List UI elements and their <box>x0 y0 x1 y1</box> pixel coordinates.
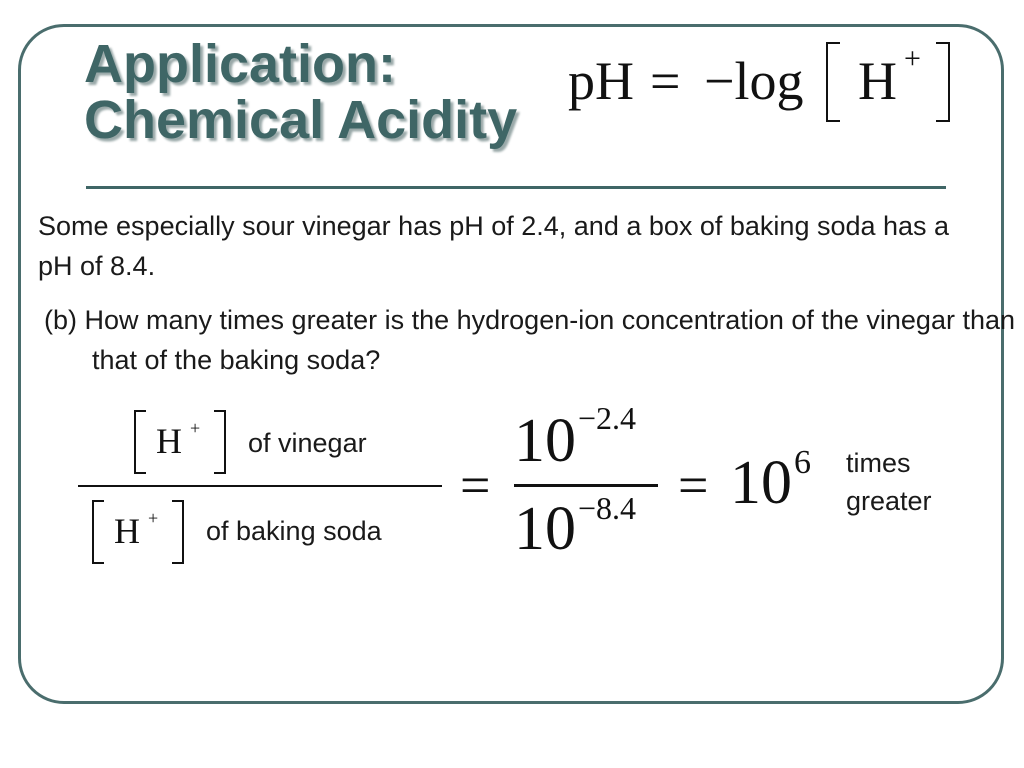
soda-right-bracket <box>172 500 184 564</box>
first-equals-sign: = <box>460 455 491 515</box>
formula-ph: pH <box>568 51 634 111</box>
title-line-2: Chemical Acidity <box>84 90 518 150</box>
title-underline <box>86 186 946 189</box>
formula-equals: = <box>650 51 681 111</box>
result-exponent: 6 <box>794 444 811 481</box>
of-vinegar-label: of vinegar <box>248 428 367 458</box>
vinegar-left-bracket <box>134 410 146 474</box>
formula-left-bracket <box>826 42 840 122</box>
vinegar-plus: + <box>190 418 201 438</box>
right-fraction-bar <box>514 484 658 487</box>
of-baking-soda-label: of baking soda <box>206 516 382 546</box>
denominator-base: 10 <box>514 495 576 563</box>
numerator-exponent: −2.4 <box>578 400 637 436</box>
result-base: 10 <box>730 449 792 517</box>
denominator-exponent: −8.4 <box>578 490 637 526</box>
formula-h: H <box>858 51 897 111</box>
formula-right-bracket <box>936 42 950 122</box>
soda-h: H <box>114 511 140 551</box>
slide-title <box>84 36 517 148</box>
vinegar-h: H <box>156 421 182 461</box>
problem-statement: Some especially sour vinegar has pH of 2.4, and a box of baking soda has a pH of 8.4. <box>38 211 950 281</box>
greater-label: greater <box>846 486 932 516</box>
formula-minus-log: −log <box>704 51 804 111</box>
left-fraction-bar <box>78 485 442 487</box>
problem-question: (b) How many times greater is the hydrogen-ion concentration of the vinegar than that of the baking soda? <box>44 305 1016 375</box>
soda-left-bracket <box>92 500 104 564</box>
formula-plus-superscript: + <box>904 42 921 75</box>
numerator-base: 10 <box>514 407 576 475</box>
soda-plus: + <box>148 508 159 528</box>
second-equals-sign: = <box>678 455 709 515</box>
vinegar-right-bracket <box>214 410 226 474</box>
title-line-1: Application: <box>84 34 396 94</box>
times-label: times <box>846 448 911 478</box>
